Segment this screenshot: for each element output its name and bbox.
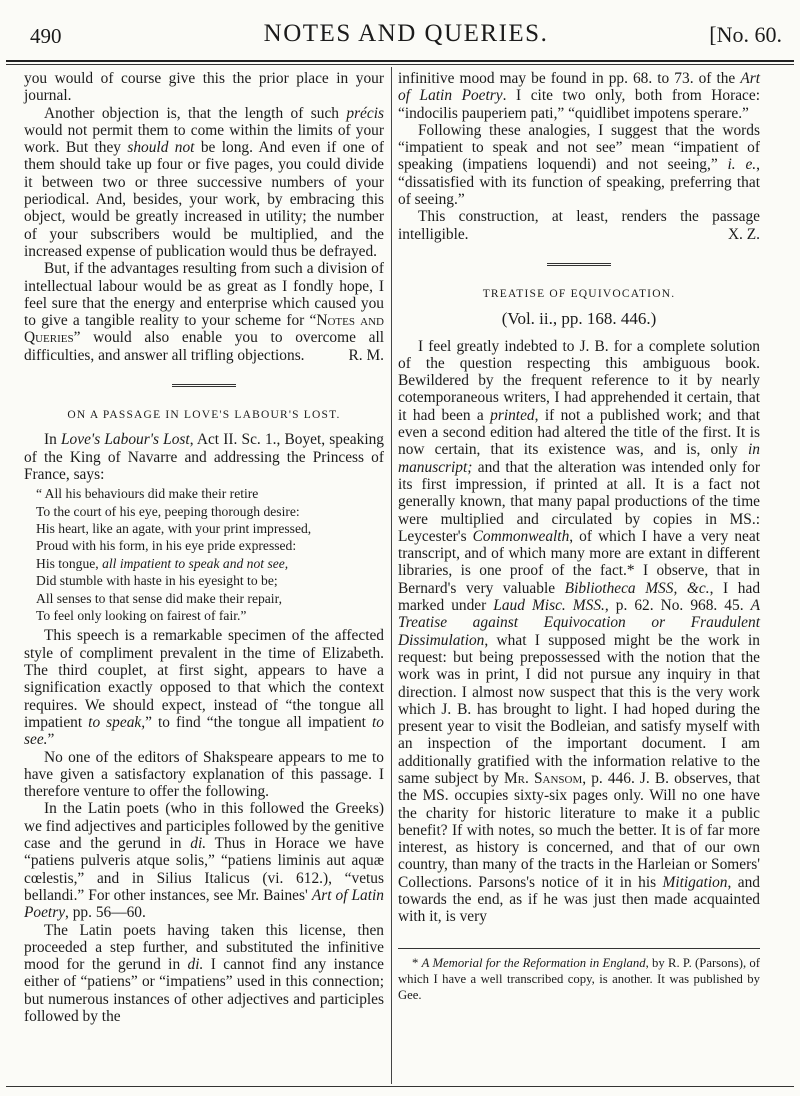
column-divider: [391, 67, 392, 1084]
verse-line: To feel only looking on fairest of fair.”: [36, 608, 247, 624]
paragraph: In the Latin poets (who in this followed the Greeks) we find adjectives and participles followed by the genitive case and the gerund in di. Thus in Horace we have “patiens pulveris atque solis,” “patiens liminis aut aquæ cœlestis,” and in Silius Italicus (vi. 612.), “vetus bellandi.” For other instances, see Mr. Baines' Art of Latin Poetry, pp. 56—60.: [24, 800, 384, 922]
paragraph: But, if the advantages resulting from such a division of intellectual labour would be as great as I fondly hope, I feel sure that the energy and enterprise which caused you to give a tangible reality to your scheme for “Notes and Queries” would also enable you to overcome all difficulties, and answer all trifling objections. R. M.: [24, 260, 384, 364]
header-rule-thin: [6, 64, 794, 65]
signature: X. Z.: [727, 225, 760, 243]
verse-line: His tongue, all impatient to speak and not see,: [36, 555, 289, 571]
header-rule: [6, 60, 794, 62]
section-subtitle: (Vol. ii., pp. 168. 446.): [501, 309, 657, 329]
section-separator: [172, 384, 236, 387]
paragraph: This speech is a remarkable specimen of the affected style of compliment prevalent in the time of Elizabeth. The third couplet, at first sight, appears to have a signification exactly opposed to that which the context requires. We should expect, instead of “the tongue all impatient to speak,” to find “the tongue all impatient to see.”: [24, 627, 384, 749]
paragraph: Following these analogies, I suggest that the words “impatient to speak and not see” mean “impatient of speaking (impatiens loquendi) and not seeing,” i. e., “dissatisfied with its function of speaking, preferring that of seeing.”: [398, 121, 760, 209]
paragraph: The Latin poets having taken this license, then proceeded a step further, and substituted the infinitive mood for the gerund in di. I cannot find any instance either of “patiens” or “impatiens” used in this connection; but numerous instances of other adjectives and participles followed by the: [24, 921, 384, 1026]
section-title: TREATISE OF EQUIVOCATION.: [482, 287, 676, 300]
paragraph: No one of the editors of Shakspeare appears to me to have given a satisfactory explanation of this passage. I therefore venture to offer the following.: [24, 748, 384, 801]
page-header: [30, 20, 782, 50]
verse-line: “ All his behaviours did make their retire: [36, 486, 259, 502]
right-column: [398, 70, 760, 1003]
journal-title: NOTES AND QUERIES.: [263, 20, 549, 47]
paragraph: This construction, at least, renders the passage intelligible. X. Z.: [398, 208, 760, 243]
quoted-verse: [24, 485, 384, 624]
section-title: ON A PASSAGE IN LOVE'S LABOUR'S LOST.: [67, 409, 341, 422]
footnote: * A Memorial for the Reformation in England, by R. P. (Parsons), of which I have a well transcribed copy, is another. It was published by Gee.: [398, 955, 761, 1002]
issue-number: [No. 60.: [709, 22, 782, 47]
paragraph: I feel greatly indebted to J. B. for a complete solution of the question respecting this ambiguous book. Bewildered by the frequent reference to it by nearly cotemporaneous writers, I had apprehended it certain, that it had been a printed, if not a published work; and that even a second edition had altered the title of the first. It is now certain, that its existence was, and is, only in manuscript; and that the alteration was intended only for its first impression, if printed at all. It is a fact not generally known, that many papal productions of the time were multiplied and circulated by copies in MS.: Leycester's Commonwealth, of which I have a very neat transcript, and of which many more are extant in different libraries, is one proof of the fact.* I observe, that in Bernard's very valuable Bibliotheca MSS, &c., I had marked under Laud Misc. MSS., p. 62. No. 968. 45. A Treatise against Equivocation or Fraudulent Dissimulation, what I supposed might be the work in request: but being prepossessed with the notion that the work was in print, I did not pursue any inquiry in that direction. I almost now suspect that this is the very work which J. B. has brought to light. I had hoped during the present year to visit the Bodleian, and satisfy myself with an inspection of the important document. I am additionally gratified with the information relative to the same subject by Mr. Sansom, p. 446. J. B. observes, that the MS. occupies sixty-six pages only. Will no one have the charity for historic literature to make it a public benefit? If with notes, so much the better. It is of far more interest, as history is concerned, and that of our own country, than many of the tracts in the Harleian or Somers' Collections. Parsons's notice of it in his Mitigation, and towards the end, as if he was just then made acquainted with it, is very: [398, 337, 761, 926]
paragraph: In Love's Labour's Lost, Act II. Sc. 1., Boyet, speaking of the King of Navarre and addressing the Princess of France, says:: [24, 431, 384, 483]
verse-line: His heart, like an agate, with your print impressed,: [36, 521, 312, 537]
verse-line: All senses to that sense did make their repair,: [36, 590, 282, 606]
page-number: 490: [30, 24, 62, 48]
left-column: [24, 70, 384, 1025]
footer-rule: [6, 1086, 794, 1087]
paragraph: infinitive mood may be found in pp. 68. to 73. of the Art of Latin Poetry. I cite two only, both from Horace: “indocilis pauperiem pati,” “quidlibet impotens sperare.”: [398, 70, 760, 122]
paragraph: Another objection is, that the length of such précis would not permit them to come within the limits of your work. But they should not be long. And even if one of them should take up four or five pages, you could divide it between two or three successive numbers of your periodical. And, besides, your work, by embracing this object, would be greatly increased in utility; the number of your subscribers would be multiplied, and the increased expense of publication would thus be defrayed.: [24, 104, 384, 260]
verse-line: Did stumble with haste in his eyesight to be;: [36, 573, 278, 589]
signature: R. M.: [348, 346, 384, 364]
verse-line: Proud with his form, in his eye pride expressed:: [36, 538, 297, 554]
footnote-rule: [398, 948, 760, 949]
paragraph: you would of course give this the prior place in your journal.: [24, 70, 384, 105]
verse-line: To the court of his eye, peeping thorough desire:: [36, 503, 300, 519]
section-separator: [547, 263, 611, 266]
